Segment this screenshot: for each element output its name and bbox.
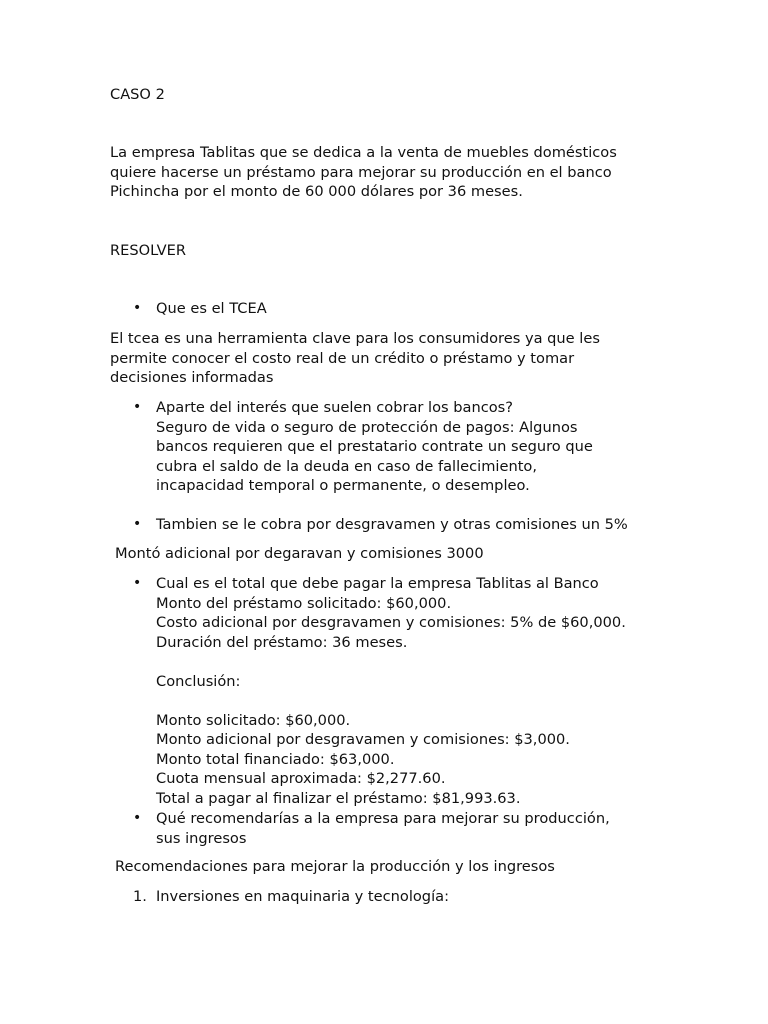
list-line: bancos requieren que el prestatario contrate un seguro que [156, 438, 593, 455]
list-line: Qué recomendarías a la empresa para mejorar su producción, [156, 810, 610, 827]
list-line: incapacidad temporal o permanente, o desempleo. [156, 477, 530, 494]
desgravamen-note [156, 515, 716, 535]
list-line: Monto del préstamo solicitado: $60,000. [156, 594, 452, 612]
question-line: Que es el TCEA [156, 300, 267, 317]
bullet-marker: • [133, 399, 142, 415]
question-total [156, 574, 716, 808]
blank-line [156, 691, 716, 711]
bullet-marker: • [133, 575, 142, 591]
answer-line: decisiones informadas [110, 369, 274, 386]
list-line: Seguro de vida o seguro de protección de pagos: Algunos [156, 418, 578, 436]
question-other-charges [156, 398, 716, 496]
list-line: Cual es el total que debe pagar la empresa Tablitas al Banco [156, 575, 599, 592]
bullet-marker: • [133, 516, 142, 532]
resolver-heading: RESOLVER [110, 242, 186, 259]
list-line: sus ingresos [156, 829, 247, 847]
list-number: 1. [133, 888, 147, 905]
bullet-marker: • [133, 810, 142, 826]
additional-amount: Montó adicional por degaravan y comisiones 3000 [115, 545, 484, 562]
list-line: Duración del préstamo: 36 meses. [156, 633, 408, 651]
conclusion-label: Conclusión: [156, 672, 241, 690]
intro-paragraph [110, 143, 710, 202]
question-recommendations [156, 809, 716, 848]
conclusion-line: Cuota mensual aproximada: $2,277.60. [156, 770, 446, 787]
list-line: Costo adicional por desgravamen y comisiones: 5% de $60,000. [156, 614, 626, 631]
intro-line: quiere hacerse un préstamo para mejorar su producción en el banco [110, 163, 612, 181]
bullet-marker: • [133, 300, 142, 316]
conclusion-line: Monto adicional por desgravamen y comisiones: $3,000. [156, 731, 570, 748]
list-line: Inversiones en maquinaria y tecnología: [156, 888, 449, 905]
numbered-item [156, 887, 716, 907]
list-line: cubra el saldo de la deuda en caso de fallecimiento, [156, 457, 537, 475]
case-title: CASO 2 [110, 86, 165, 103]
recommendations-title: Recomendaciones para mejorar la producción y los ingresos [115, 858, 555, 875]
answer-line: permite conocer el costo real de un crédito o préstamo y tomar [110, 349, 575, 367]
conclusion-line: Monto total financiado: $63,000. [156, 750, 395, 768]
conclusion-line: Total a pagar al finalizar el préstamo: $81,993.63. [156, 789, 521, 807]
list-line: Aparte del interés que suelen cobrar los bancos? [156, 399, 514, 416]
question-tcea [156, 299, 716, 319]
blank-line [156, 652, 716, 672]
intro-line: La empresa Tablitas que se dedica a la venta de muebles domésticos [110, 144, 617, 161]
answer-tcea [110, 329, 710, 388]
answer-line: El tcea es una herramienta clave para los consumidores ya que les [110, 330, 600, 347]
list-line: Tambien se le cobra por desgravamen y otras comisiones un 5% [156, 516, 628, 533]
conclusion-line: Monto solicitado: $60,000. [156, 711, 351, 729]
intro-line: Pichincha por el monto de 60 000 dólares por 36 meses. [110, 183, 523, 200]
